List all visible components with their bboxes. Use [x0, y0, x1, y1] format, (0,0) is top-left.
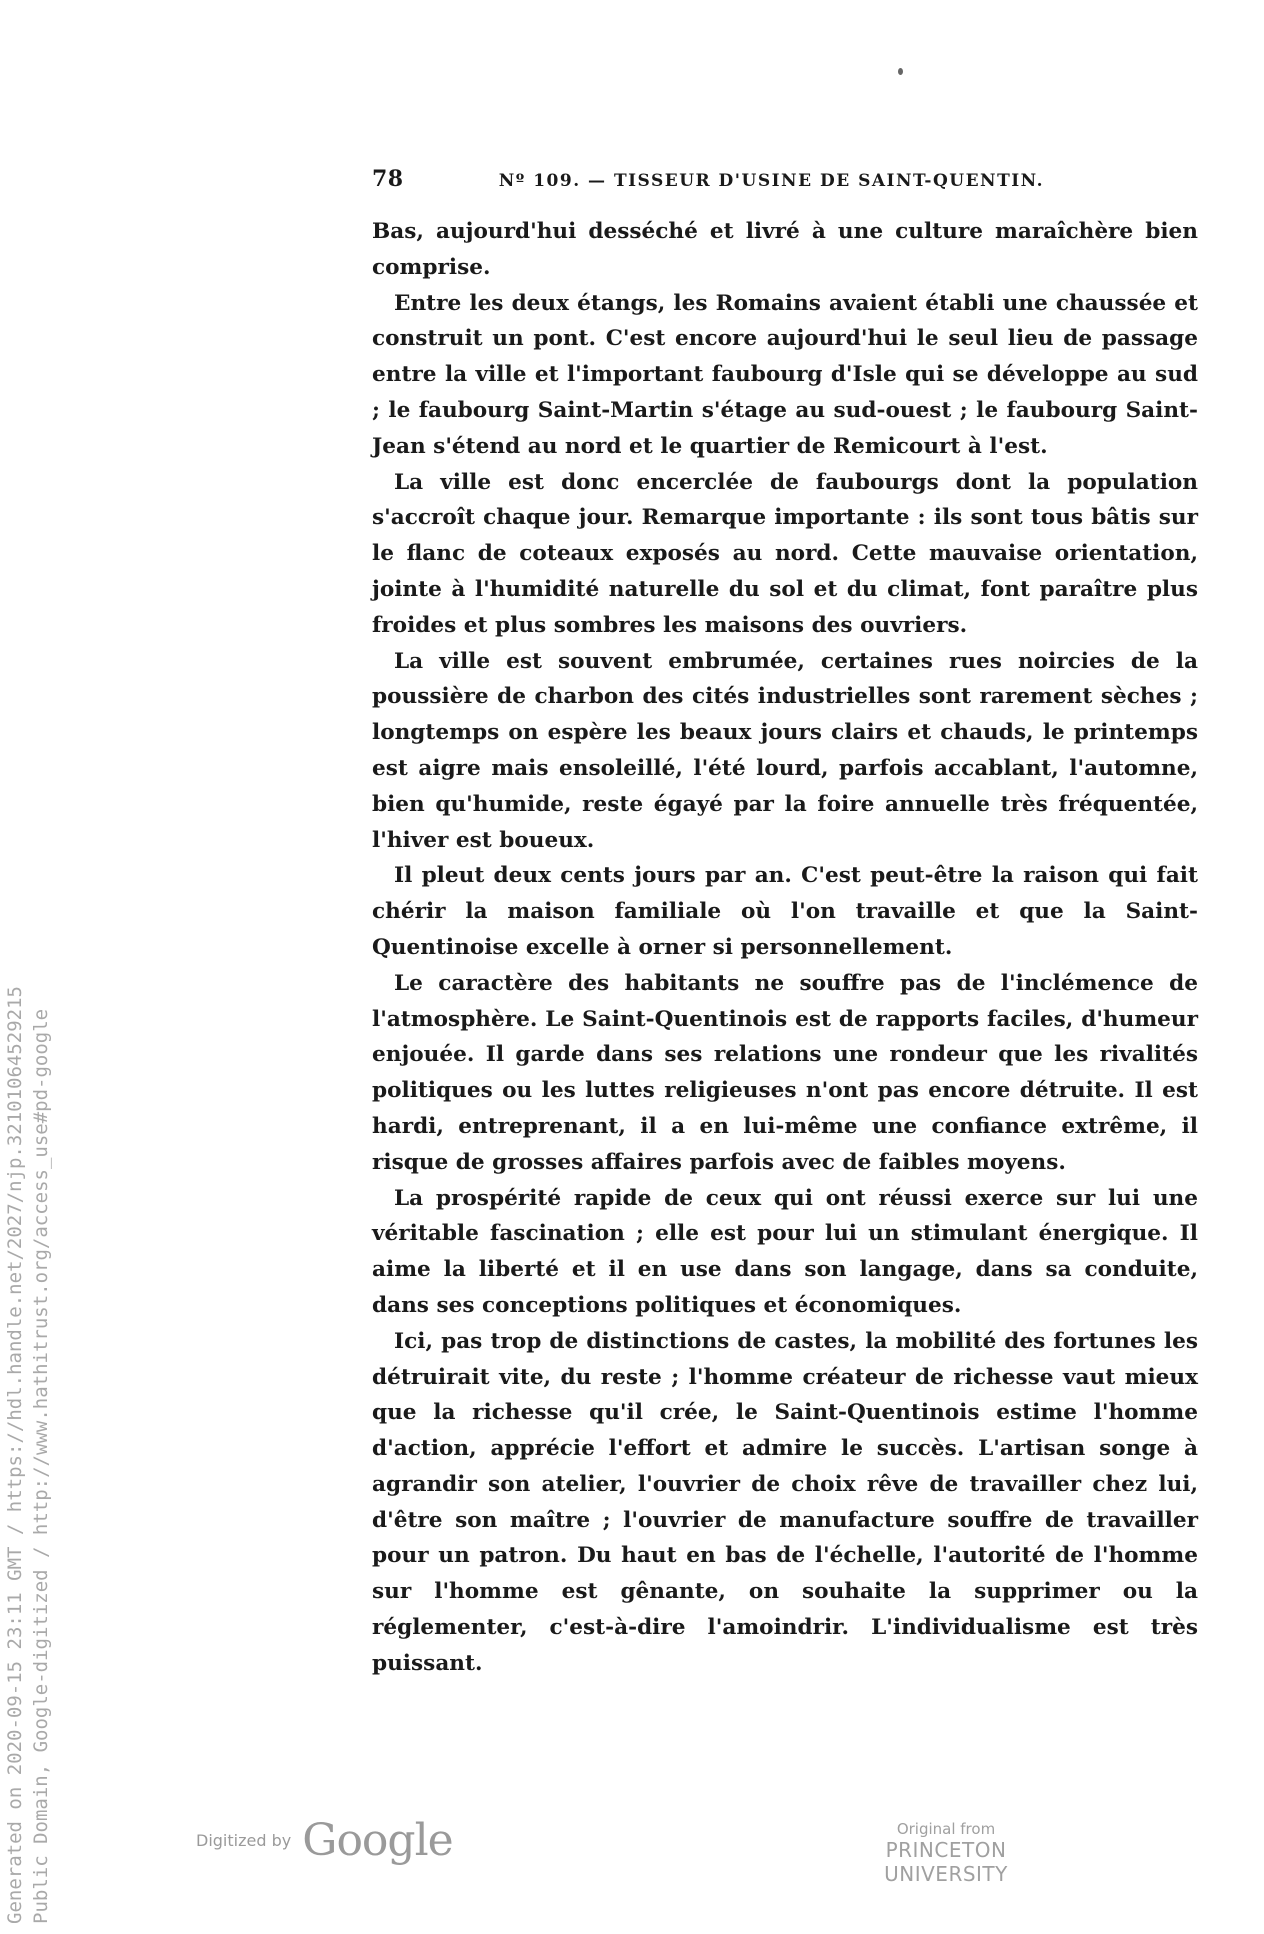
digitized-by-google	[196, 1815, 453, 1866]
paragraph: La prospérité rapide de ceux qui ont réussi exerce sur lui une véritable fascination ; elle est pour lui un stimulant énergique. Il aime la liberté et il en use dans son langage, dans sa conduite, dans ses conceptions politiques et économiques.	[372, 1185, 1198, 1318]
paragraph: Entre les deux étangs, les Romains avaient établi une chaussée et construit un pont. C'est encore aujourd'hui le seul lieu de passage entre la ville et l'important faubourg d'Isle qui se développe au sud ; le faubourg Saint-Martin s'étage au sud-ouest ; le faubourg Saint-Jean s'étend au nord et le quartier de Remicourt à l'est.	[372, 290, 1198, 459]
paragraph: La ville est donc encerclée de faubourgs dont la population s'accroît chaque jour. Remarque importante : ils sont tous bâtis sur le flanc de coteaux exposés au nord. Cette mauvaise orientation, jointe à l'humidité naturelle du sol et du climat, font paraître plus froides et plus sombres les maisons des ouvriers.	[372, 469, 1198, 638]
page-number: 78	[372, 166, 404, 192]
paragraph: La ville est souvent embrumée, certaines rues noircies de la poussière de charbon des cités industrielles sont rarement sèches ; longtemps on espère les beaux jours clairs et chauds, le printemps est aigre mais ensoleillé, l'été lourd, parfois accablant, l'automne, bien qu'humide, reste égayé par la foire annuelle très fréquentée, l'hiver est boueux.	[372, 648, 1198, 853]
scan-speck	[898, 68, 903, 75]
original-from	[826, 1820, 1066, 1886]
google-logo: Google	[302, 1815, 453, 1866]
stamp-line-license: Public Domain, Google-digitized / http://www.hathitrust.org/access_use#pd-google	[30, 1008, 52, 1924]
university-name: PRINCETON UNIVERSITY	[884, 1838, 1008, 1886]
running-header	[372, 166, 1198, 192]
stamp-line-generated: Generated on 2020-09-15 23:11 GMT / https://hdl.handle.net/2027/njp.32101064529215	[4, 986, 26, 1924]
running-title: Nº 109. — TISSEUR D'USINE DE SAINT-QUENTIN.	[498, 171, 1045, 191]
hathitrust-stamp	[2, 986, 54, 1924]
paragraph: Le caractère des habitants ne souffre pas de l'inclémence de l'atmosphère. Le Saint-Quentinois est de rapports faciles, d'humeur enjouée. Il garde dans ses relations une rondeur que les rivalités politiques ou les luttes religieuses n'ont pas encore détruite. Il est hardi, entreprenant, il a en lui-même une confiance extrême, il risque de grosses affaires parfois avec de faibles moyens.	[372, 970, 1198, 1175]
body-text	[372, 214, 1198, 1682]
paragraph: Il pleut deux cents jours par an. C'est peut-être la raison qui fait chérir la maison familiale où l'on travaille et que la Saint-Quentinoise excelle à orner si personnellement.	[372, 863, 1198, 960]
paragraph: Bas, aujourd'hui desséché et livré à une culture maraîchère bien comprise.	[372, 219, 1198, 280]
paragraph: Ici, pas trop de distinctions de castes, la mobilité des fortunes les détruirait vite, du reste ; l'homme créateur de richesse vaut mieux que la richesse qu'il crée, le Saint-Quentinois estime l'homme d'action, apprécie l'effort et admire le succès. L'artisan songe à agrandir son atelier, l'ouvrier de choix rêve de travailler chez lui, d'être son maître ; l'ouvrier de manufacture souffre de travailler pour un patron. Du haut en bas de l'échelle, l'autorité de l'homme sur l'homme est gênante, on souhaite la supprimer ou la réglementer, c'est-à-dire l'amoindrir. L'individualisme est très puissant.	[372, 1328, 1198, 1676]
original-from-label: Original from	[896, 1820, 996, 1838]
digitized-by-label: Digitized by	[196, 1831, 292, 1850]
